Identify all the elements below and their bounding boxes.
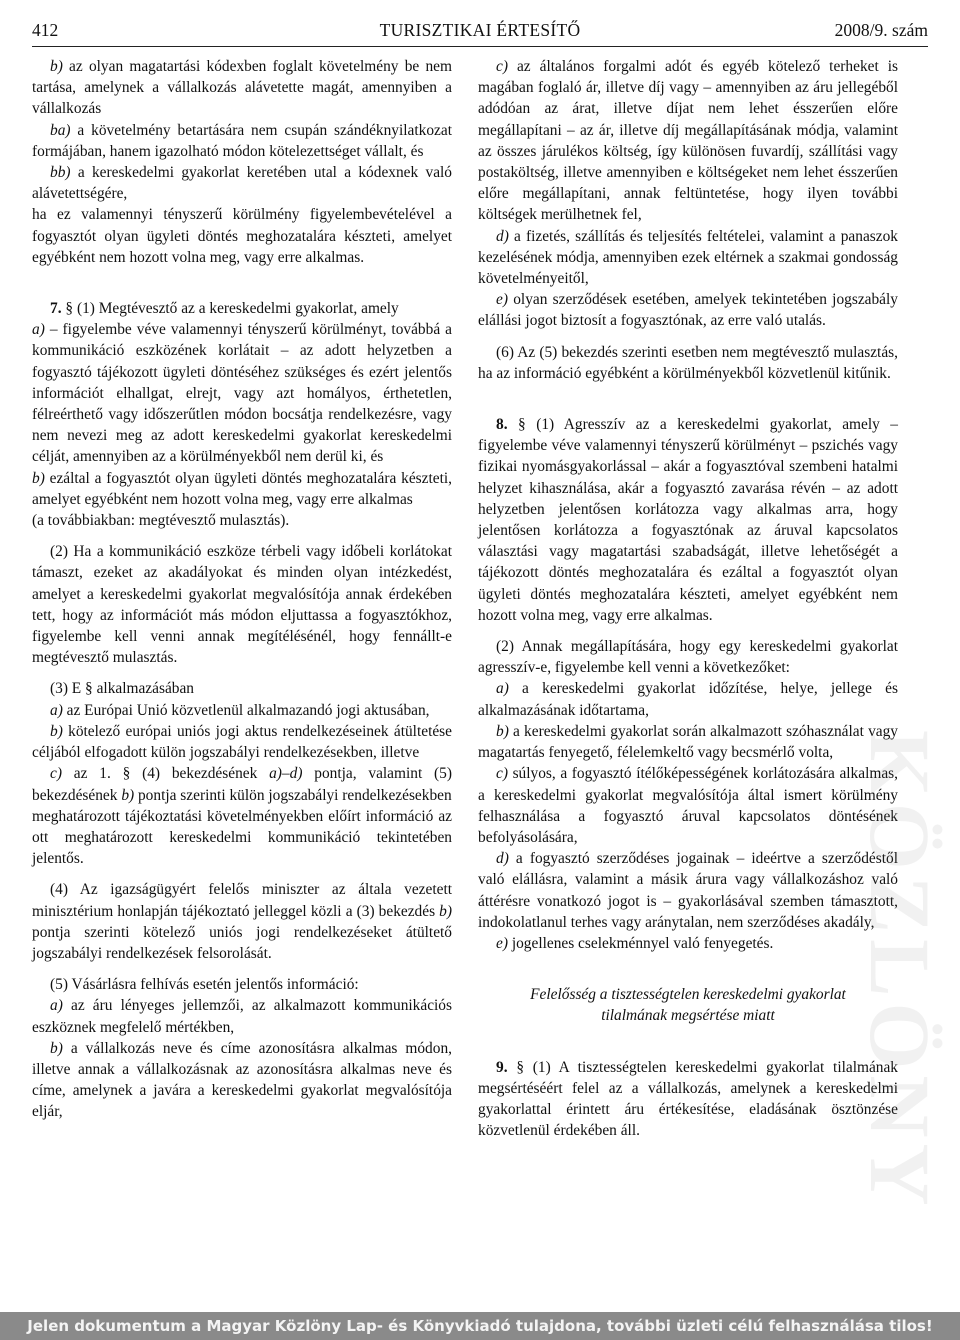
right-column (478, 56, 898, 1141)
paragraph-ba: ba) a követelmény betartására nem csupán szándéknyilatkozat formájában, hanem igazolható módon kötelezettséget vállalt, és (32, 121, 452, 160)
section-8-c: c) súlyos, a fogyasztó ítélőképességének korlátozására alkalmas, a kereskedelmi gyakorlat megvalósítója által ismert körülmény felhasználása a fogyasztó áruval kapcsolatos döntésének befolyásolására, (478, 765, 898, 846)
section-9-intro: 9. § (1) A tisztességtelen kereskedelmi gyakorlat tilalmának megsértéséért felel az a vállalkozás, amelynek a kereskedelmi gyakorlattal érintett áru értékesítése, eladásának ösztönzése közvetlenül érdekében áll. (478, 1058, 898, 1140)
section-8-d: d) a fogyasztó szerződéses jogainak – ideértve a szerződéstől való elállásra, valamint a másik árura vagy vállalkozáshoz való áttérésre vonatkozó jogot is – gyakorlásával szemben támasztott, indokolatlanul terhes vagy aránytalan, nem szerződéses akadály, (478, 850, 898, 931)
section-8-e: e) jogellenes cselekménnyel való fenyegetés. (496, 934, 774, 952)
issue-number: 2008/9. szám (834, 20, 928, 40)
journal-title: TURISZTIKAI ÉRTESÍTŐ (379, 20, 581, 40)
section-7-paragraph-2: (2) Ha a kommunikáció eszköze térbeli vagy időbeli korlátokat támaszt, ezeket az akadályokat és minden olyan intézkedést, amelyet a kereskedelmi gyakorlat megvalósítója annak érdekében tett, hogy az információt más módon eljuttassa a fogyasztókhoz, figyelembe kell venni annak megítélésénél, hogy fennállt-e megtévesztő mulasztás. (32, 543, 452, 667)
section-7-5-b: b) a vállalkozás neve és címe azonosításra alkalmas módon, illetve annak a vállalkozásnak az azonosításra alkalmas neve és címe, amelynek a javára a kereskedelmi gyakorlat megvalósítója eljár, (32, 1039, 452, 1121)
section-7-paragraph-4: (4) Az igazságügyért felelős miniszter az általa vezetett minisztérium honlapján tájékoztató jelleggel közli a (3) bekezdés b) pontja szerinti kötelező uniós jogi rendelkezéseket átültető jogszabályi rendelkezések felsorolását. (32, 881, 452, 962)
section-heading: Felelősség a tisztességtelen kereskedelmi gyakorlat tilalmának megsértése miatt (530, 986, 846, 1025)
section-7-5-c: c) az általános forgalmi adót és egyéb kötelező terheket is magában foglaló ár, illetve díj vagy – amennyiben az áru jellegéből adódóan az árat, illetve díjat nem lehet ésszerűen előre megállapítani – az ár, illetve díj megállapításának módja, valamint az összes járulékos költség, így különösen fuvardíj, szállítási vagy postaköltség, illetve amennyiben e költségeket nem lehet ésszerűen előre megállapítani, annak feltüntetése, hogy ilyen további költségek merülhetnek fel, (478, 58, 898, 224)
section-7-tail: (a továbbiakban: megtévesztő mulasztás). (32, 512, 290, 530)
section-8-b: b) a kereskedelmi gyakorlat során alkalmazott szóhasználat vagy magatartás fenyegető, félelemkeltő vagy becsmérlő volta, (478, 722, 898, 762)
paragraph-bb: bb) a kereskedelmi gyakorlat keretében utal a kódexnek való alávetettségére, (32, 164, 452, 203)
header-rule (32, 46, 928, 47)
section-7-5-a: a) az áru lényeges jellemzői, az alkalmazott kommunikációs eszköznek megfelelő mértékben, (32, 997, 452, 1036)
section-8-paragraph-2: (2) Annak megállapítására, hogy egy kereskedelmi gyakorlat agresszív-e, figyelembe kell venni a következőket: (478, 638, 898, 677)
page-header (32, 16, 928, 44)
left-column (32, 56, 452, 1123)
paragraph-b-tail: ha ez valamennyi tényszerű körülmény figyelembevételével a fogyasztót olyan ügyleti döntés meghozatalára készteti, amelyet egyébként nem hozott volna meg, vagy erre alkalmas. (32, 206, 452, 266)
page-number: 412 (32, 20, 59, 40)
section-7-a: a) – figyelembe véve valamennyi tényszerű körülményt, továbbá a kommunikáció eszközének korlátait – az adott helyzetben a fogyasztó tájékozott ügyleti döntéséhez szükséges és ezért jelentős információt elhallgat, elrejt, vagy azt homályos, érthetetlen, félreérthető vagy időszerűtlen módon bocsátja rendelkezésre, vagy nem nevezi meg az adott kereskedelmi gyakorlat kereskedelmi célját, amennyiben az a körülményekből nem derül ki, és (32, 321, 452, 466)
section-7-5-e: e) olyan szerződések esetében, amelyek tekintetében jogszabály elállási jogot biztosít a fogyasztónak, az erre való utalás. (478, 291, 898, 330)
section-7-3-a: a) az Európai Unió közvetlenül alkalmazandó jogi aktusában, (50, 701, 430, 719)
section-8-a: a) a kereskedelmi gyakorlat időzítése, helye, jellege és alkalmazásának időtartama, (478, 680, 898, 719)
watermark: KÖZLÖNY (852, 730, 948, 1212)
section-7-3-b: b) kötelező európai uniós jogi aktus rendelkezéseinek átültetése céljából elfogadott külön jogszabályi rendelkezésekben, illetve (32, 722, 452, 762)
paragraph-b: b) az olyan magatartási kódexben foglalt követelmény be nem tartása, amelynek a vállalkozás alávetette magát, amennyiben a vállalkozás (32, 58, 452, 118)
section-7-3-c: c) az 1. § (4) bekezdésének a)–d) pontja, valamint (5) bekezdésének b) pontja szerinti külön jogszabályi rendelkezésekben (32, 765, 452, 804)
copyright-footer: Jelen dokumentum a Magyar Közlöny Lap- és Könyvkiadó tulajdona, további üzleti célú felhasználása tilos! (0, 1312, 960, 1340)
section-8-intro: 8. § (1) Agresszív az a kereskedelmi gyakorlat, amely – figyelembe véve valamennyi tényszerű körülményt – pszichés vagy fizikai nyomásgyakorlással – akár a fogyasztóval szembeni hatalmi helyzet kihasználása, akár a fogyasztó zavarása révén – az adott helyzetben jelentősen korlátozza vagy alkalmas arra, hogy jelentősen korlátozza a fogyasztónak az áruval kapcsolatos választási vagy magatartási szabadságát, illetve lehetőségét a tájékozott döntés meghozatalára és ezáltal a fogyasztót olyan ügyleti döntés meghozatalára készteti, amelyet egyébként nem hozott volna meg, vagy erre alkalmas. (478, 416, 898, 624)
section-7-5-d: d) a fizetés, szállítás és teljesítés feltételei, valamint a panaszok kezelésének módja, amennyiben ezek eltérnek a szakmai gondosság követelményeitől, (478, 227, 898, 288)
section-7-paragraph-6: (6) Az (5) bekezdés szerinti esetben nem megtévesztő mulasztás, ha az információ egyébként a körülményekből közvetlenül kitűnik. (478, 343, 898, 382)
section-7-intro: 7. § (1) Megtévesztő az a kereskedelmi gyakorlat, amely (50, 300, 399, 318)
section-7-b: b) ezáltal a fogyasztót olyan ügyleti döntés meghozatalára készteti, amelyet egyébként nem hozott volna meg, vagy erre alkalmas (32, 469, 452, 508)
section-7-paragraph-3: (3) E § alkalmazásában (50, 680, 195, 698)
section-7-3-tail: meghatározott tájékoztatási követelményekben előírt információ az ott meghatározott kereskedelmi kommunikáció tekintetében jelentős. (32, 807, 452, 868)
section-7-paragraph-5: (5) Vásárlásra felhívás esetén jelentős információ: (50, 976, 359, 994)
